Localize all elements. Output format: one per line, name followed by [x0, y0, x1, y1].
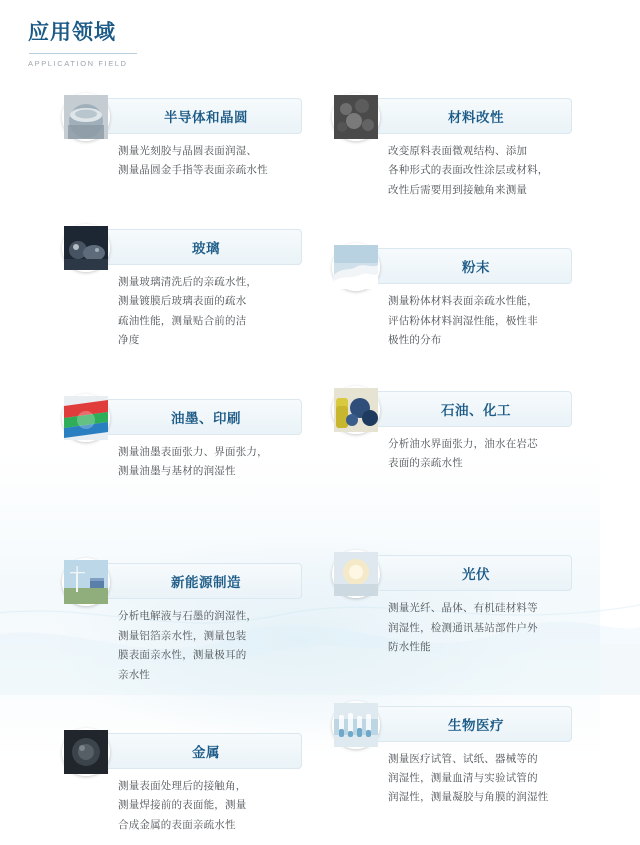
card-metal	[62, 733, 302, 835]
card-glass	[62, 229, 302, 351]
card-title: 金属	[192, 745, 220, 761]
page-title: 应用领域	[28, 21, 116, 44]
card-line: 净度	[118, 334, 140, 347]
card-line: 润湿性，测量血清与实验试管的	[388, 772, 538, 785]
card-line: 防水性能	[388, 641, 431, 654]
card-line: 合成金属的表面亲疏水性	[118, 818, 236, 831]
card-body	[388, 750, 584, 808]
spacer	[332, 361, 572, 391]
card-line: 膜表面亲水性，测量极耳的	[118, 649, 247, 662]
semiconductor-wafer-photo-icon	[62, 93, 110, 141]
card-powder	[332, 248, 572, 350]
header-divider	[29, 53, 137, 54]
card-header	[358, 706, 572, 742]
ink-printing-photo-icon	[62, 394, 110, 442]
petroleum-chemical-photo-icon	[332, 386, 380, 434]
card-body	[118, 607, 314, 685]
card-line: 测量油墨表面张力、界面张力，	[118, 445, 268, 458]
column-left	[62, 98, 302, 845]
card-title: 材料改性	[448, 110, 504, 125]
card-title: 石油、化工	[441, 402, 511, 418]
spacer	[332, 483, 572, 555]
card-line: 表面的亲疏水性	[388, 456, 463, 469]
card-line: 测量镀膜后玻璃表面的疏水	[118, 295, 247, 308]
card-header	[358, 555, 572, 591]
card-line: 改性后需要用到接触角来测量	[388, 183, 528, 196]
card-line: 改变原料表面微观结构、添加	[388, 145, 528, 157]
card-line: 测量铝箔亲水性，测量包装	[118, 629, 247, 642]
card-header	[88, 98, 302, 134]
card-body	[388, 599, 584, 657]
photovoltaic-photo-icon	[332, 550, 380, 598]
card-title: 玻璃	[192, 240, 220, 256]
card-title: 光伏	[462, 567, 490, 583]
new-energy-photo-icon	[62, 558, 110, 606]
spacer	[62, 361, 302, 399]
spacer	[62, 491, 302, 563]
card-line: 测量光纤、晶体、有机硅材料等	[388, 602, 538, 615]
card-body	[118, 142, 314, 181]
card-ink-printing	[62, 399, 302, 482]
column-right	[332, 98, 572, 818]
card-body	[118, 443, 314, 482]
card-biomedical	[332, 706, 572, 808]
card-title: 生物医疗	[448, 717, 504, 733]
card-title: 粉末	[462, 260, 490, 276]
card-header	[88, 399, 302, 435]
card-header	[88, 229, 302, 265]
card-line: 测量玻璃清洗后的亲疏水性，	[118, 275, 258, 288]
card-line: 测量表面处理后的接触角，	[118, 780, 247, 793]
card-line: 分析油水界面张力，油水在岩芯	[388, 437, 538, 450]
card-line: 测量医疗试管、试纸、器械等的	[388, 752, 538, 765]
spacer	[62, 695, 302, 733]
card-body	[388, 142, 584, 200]
card-header	[358, 391, 572, 427]
card-line: 测量光刻胶与晶圆表面润湿、	[118, 145, 258, 157]
card-line: 测量油墨与基材的润湿性	[118, 464, 236, 477]
page-header	[28, 20, 288, 68]
card-line: 润湿性，测量凝胶与角膜的润湿性	[388, 791, 549, 804]
spacer	[62, 191, 302, 229]
card-line: 测量晶圆金手指等表面亲疏水性	[118, 164, 268, 177]
card-title: 新能源制造	[171, 575, 241, 591]
card-header	[88, 563, 302, 599]
material-modification-photo-icon	[332, 93, 380, 141]
card-line: 极性的分布	[388, 334, 442, 347]
card-header	[88, 733, 302, 769]
card-line: 润湿性，检测通讯基站部件户外	[388, 621, 538, 634]
card-new-energy	[62, 563, 302, 685]
card-line: 分析电解液与石墨的润湿性，	[118, 610, 258, 623]
card-photovoltaic	[332, 555, 572, 657]
card-line: 测量粉体材料表面亲疏水性能，	[388, 295, 538, 308]
card-petroleum-chemical	[332, 391, 572, 474]
card-semiconductor	[62, 98, 302, 181]
card-header	[358, 98, 572, 134]
powder-photo-icon	[332, 243, 380, 291]
glass-photo-icon	[62, 224, 110, 272]
card-title: 油墨、印刷	[171, 410, 241, 426]
card-line: 评估粉体材料润湿性能，极性非	[388, 314, 538, 327]
spacer	[332, 668, 572, 706]
card-body	[388, 292, 584, 350]
card-body	[118, 273, 314, 351]
card-body	[118, 777, 314, 835]
metal-photo-icon	[62, 728, 110, 776]
card-body	[388, 435, 584, 474]
card-line: 测量焊接前的表面能，测量	[118, 799, 247, 812]
card-header	[358, 248, 572, 284]
card-title: 半导体和晶圆	[164, 110, 248, 125]
biomedical-photo-icon	[332, 701, 380, 749]
card-line: 各种形式的表面改性涂层或材料，	[388, 164, 549, 177]
spacer	[332, 210, 572, 248]
card-material-modification	[332, 98, 572, 200]
card-line: 亲水性	[118, 668, 151, 681]
page-subtitle: APPLICATION FIELD	[28, 59, 128, 69]
card-line: 疏油性能，测量贴合前的洁	[118, 314, 247, 327]
